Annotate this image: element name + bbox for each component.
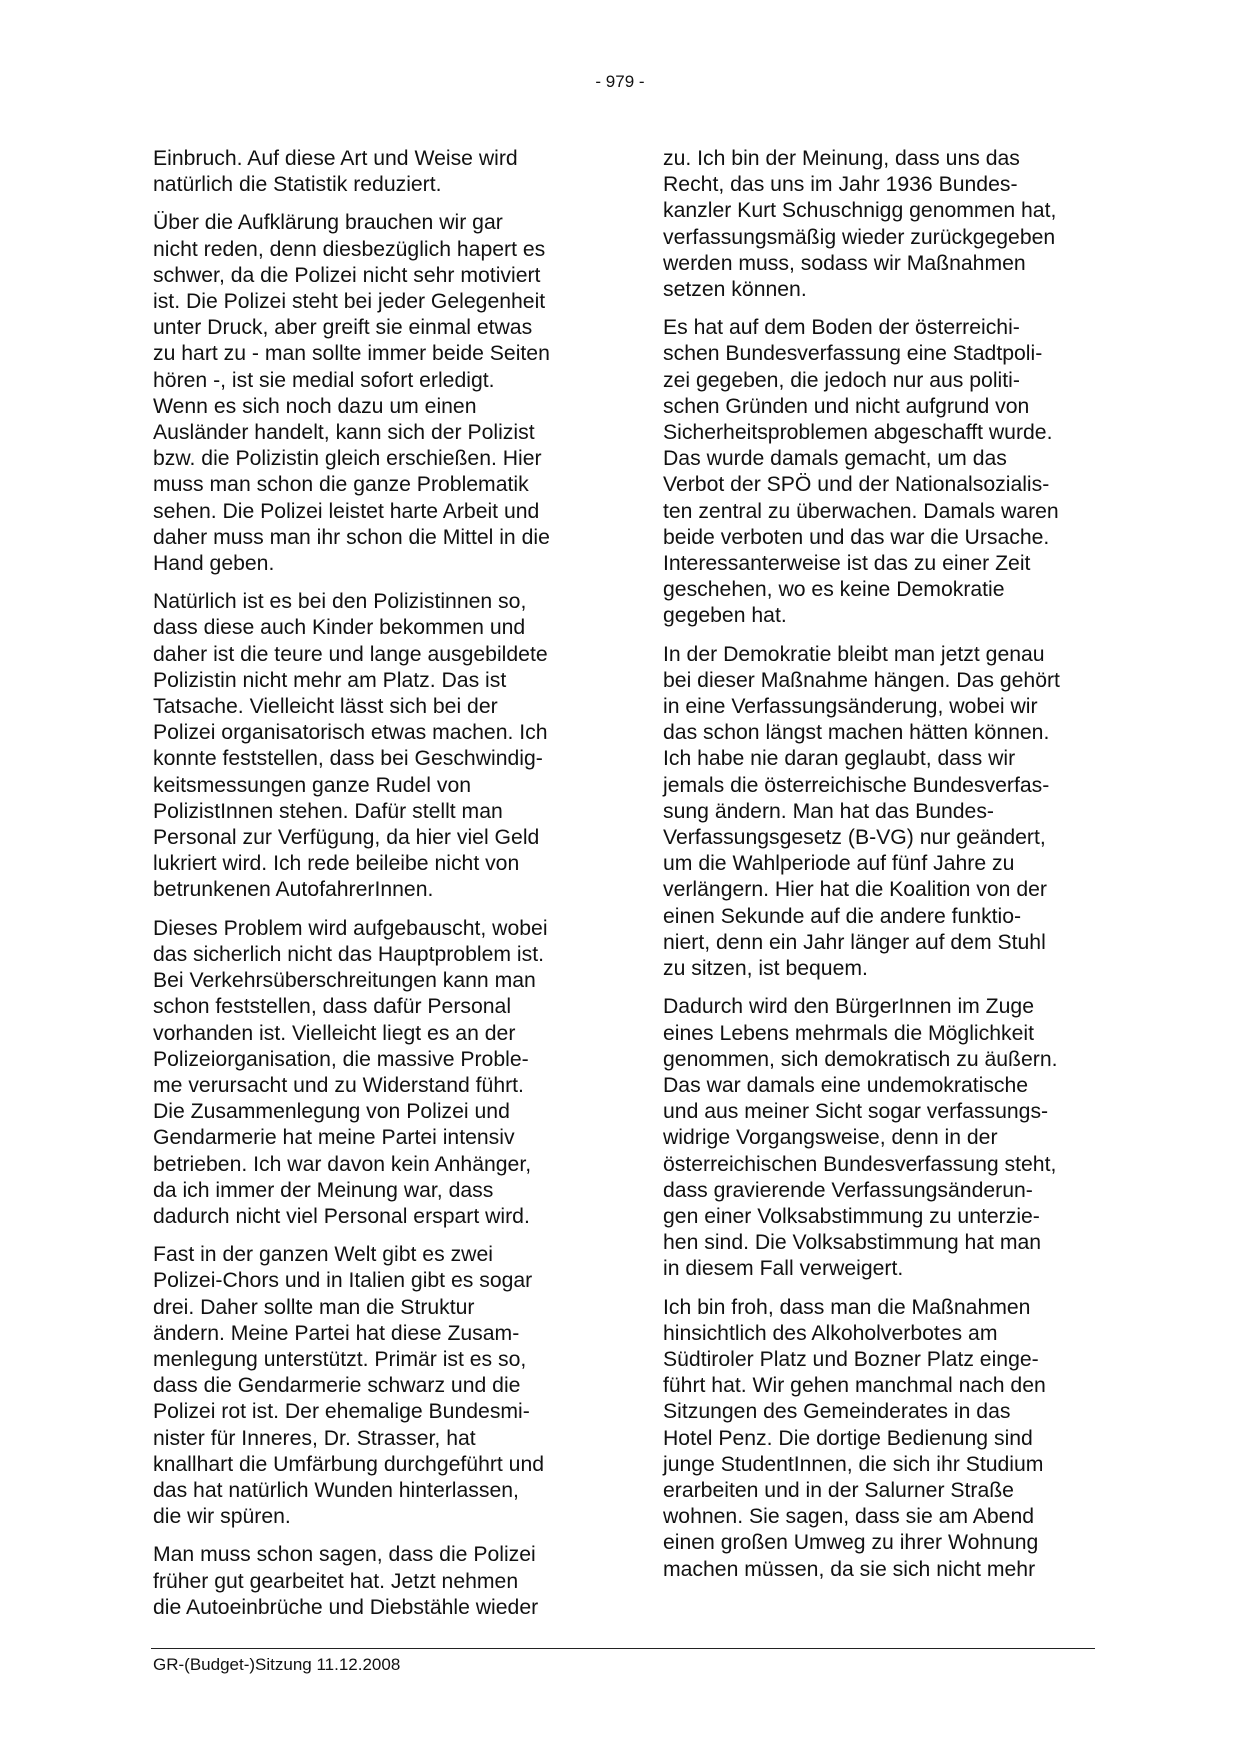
paragraph: Fast in der ganzen Welt gibt es zwei Polizei-Chors und in Italien gibt es sogar drei. Daher sollte man die Struktur ändern. Meine Partei hat diese Zusam- menlegung unterstützt. Primär ist es so, dass die Gendarmerie schwarz und die Polizei rot ist. Der ehemalige Bundesmi- nister für Inneres, Dr. Strasser, hat knallhart die Umfärbung durchgeführt und das hat natürlich Wunden hinterlassen, die wir spüren. xyxy=(153,1243,545,1529)
paragraph: Dieses Problem wird aufgebauscht, wobei das sicherlich nicht das Hauptproblem ist. Bei Verkehrsüberschreitungen kann man schon feststellen, dass dafür Personal vorhanden ist. Vielleicht liegt es an der Polizeiorganisation, die massive Proble- me verursacht und zu Widerstand führt. Die Zusammenlegung von Polizei und Gendarmerie hat meine Partei intensiv betrieben. Ich war davon kein Anhänger, da ich immer der Meinung war, dass dadurch nicht viel Personal erspart wird. xyxy=(153,916,548,1228)
paragraph: Über die Aufklärung brauchen wir gar nicht reden, denn diesbezüglich hapert es schwer, da die Polizei nicht sehr motiviert ist. Die Polizei steht bei jeder Gelegenheit unter Druck, aber greift sie einmal etwas zu hart zu - man sollte immer beide Seiten hören -, ist sie medial sofort erledigt. Wenn es sich noch dazu um einen Ausländer handelt, kann sich der Polizist bzw. die Polizistin gleich erschießen. Hier muss man schon die ganze Problematik sehen. Die Polizei leistet harte Arbeit und daher muss man ihr schon die Mittel in die Hand geben. xyxy=(153,211,550,576)
paragraph: Natürlich ist es bei den Polizistinnen so, dass diese auch Kinder bekommen und daher ist die teure und lange ausgebildete Polizistin nicht mehr am Platz. Das ist Tatsache. Vielleicht lässt sich bei der Polizei organisatorisch etwas machen. Ich konnte feststellen, dass bei Geschwindig- keitsmessungen ganze Rudel von PolizistInnen stehen. Dafür stellt man Personal zur Verfügung, da hier viel Geld lukriert wird. Ich rede beileibe nicht von betrunkenen AutofahrerInnen. xyxy=(153,590,548,902)
paragraph: Einbruch. Auf diese Art und Weise wird natürlich die Statistik reduziert. xyxy=(153,147,518,197)
paragraph: In der Demokratie bleibt man jetzt genau bei dieser Maßnahme hängen. Das gehört in eine Verfassungsänderung, wobei wir das schon längst machen hätten können. Ich habe nie daran geglaubt, dass wir jemals die österreichische Bundesverfas- sung ändern. Man hat das Bundes- Verfassungsgesetz (B-VG) nur geändert, um die Wahlperiode auf fünf Jahre zu verlängern. Hier hat die Koalition von der einen Sekunde auf die andere funktio- niert, denn ein Jahr länger auf dem Stuhl zu sitzen, ist bequem. xyxy=(663,642,1060,981)
right-column xyxy=(663,146,1103,1595)
footer-text: GR-(Budget-)Sitzung 11.12.2008 xyxy=(153,1655,401,1674)
footer-divider xyxy=(151,1648,1095,1649)
paragraph: Es hat auf dem Boden der österreichi- schen Bundesverfassung eine Stadtpoli- zei gegeben, die jedoch nur aus politi- schen Gründen und nicht aufgrund von Sicherheitsproblemen abgeschafft wurde. Das wurde damals gemacht, um das Verbot der SPÖ und der Nationalsozialis- ten zentral zu überwachen. Damals waren beide verboten und das war die Ursache. Interessanterweise ist das zu einer Zeit geschehen, wo es keine Demokratie gegeben hat. xyxy=(663,316,1059,628)
page-number: - 979 - xyxy=(595,72,645,91)
paragraph: Dadurch wird den BürgerInnen im Zuge eines Lebens mehrmals die Möglichkeit genommen, sich demokratisch zu äußern. Das war damals eine undemokratische und aus meiner Sicht sogar verfassungs- widrige Vorgangsweise, denn in der österreichischen Bundesverfassung steht, dass gravierende Verfassungsänderun- gen einer Volksabstimmung zu unterzie- hen sind. Die Volksabstimmung hat man in diesem Fall verweigert. xyxy=(663,995,1058,1281)
paragraph: Man muss schon sagen, dass die Polizei früher gut gearbeitet hat. Jetzt nehmen die Autoeinbrüche und Diebstähle wieder xyxy=(153,1543,539,1619)
left-column xyxy=(153,146,593,1633)
paragraph: Ich bin froh, dass man die Maßnahmen hinsichtlich des Alkoholverbotes am Südtiroler Platz und Bozner Platz einge- führt hat. Wir gehen manchmal nach den Sitzungen des Gemeinderates in das Hotel Penz. Die dortige Bedienung sind junge StudentInnen, die sich ihr Studium erarbeiten und in der Salurner Straße wohnen. Sie sagen, dass sie am Abend einen großen Umweg zu ihrer Wohnung machen müssen, da sie sich nicht mehr xyxy=(663,1295,1046,1581)
paragraph: zu. Ich bin der Meinung, dass uns das Recht, das uns im Jahr 1936 Bundes- kanzler Kurt Schuschnigg genommen hat, verfassungsmäßig wieder zurückgegeben werden muss, sodass wir Maßnahmen setzen können. xyxy=(663,147,1057,302)
